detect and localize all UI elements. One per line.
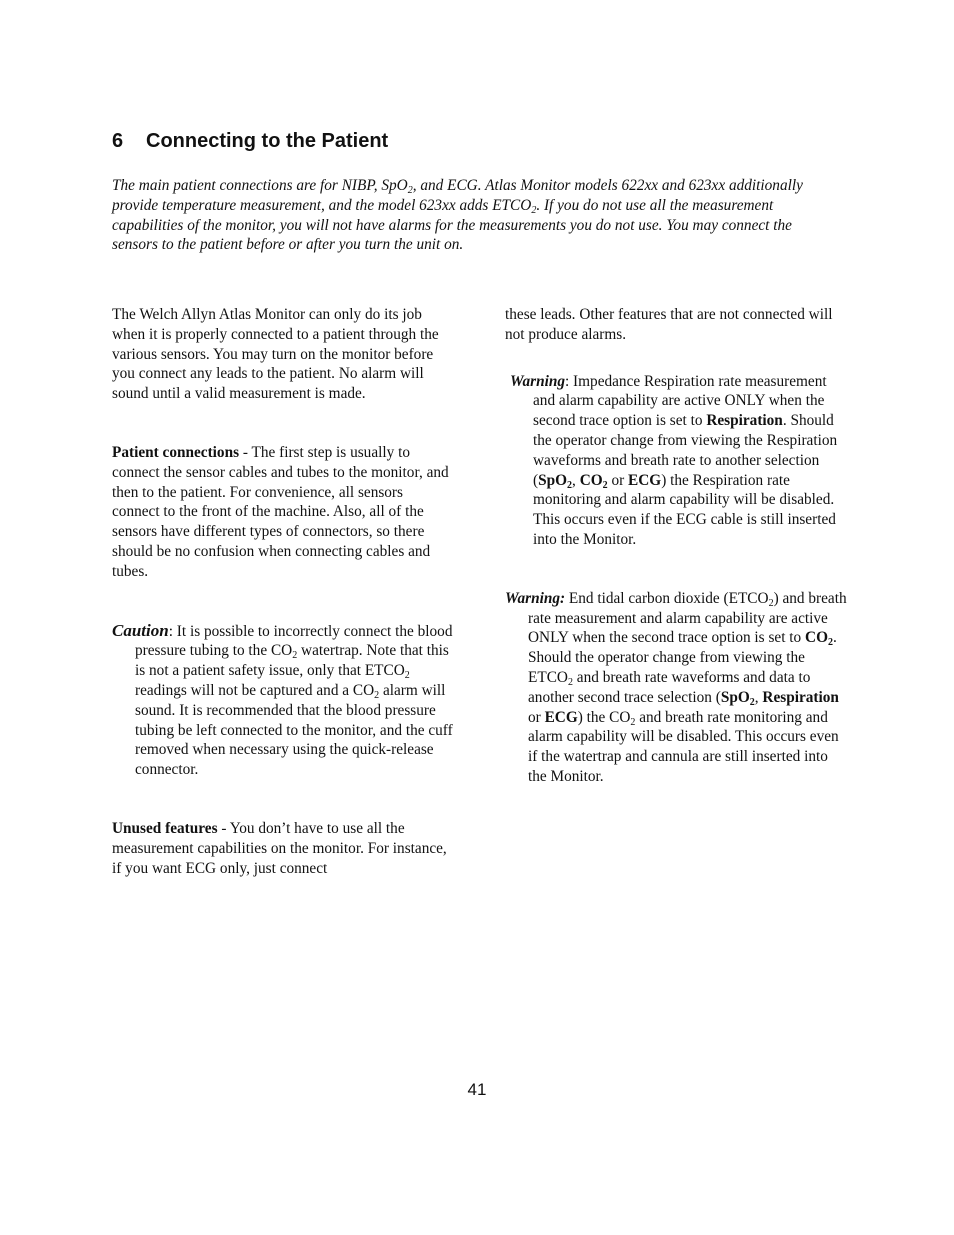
subscript: 2 <box>404 670 410 682</box>
warning-text: , <box>754 688 763 706</box>
subscript: 2 <box>567 479 573 491</box>
warning-text: or <box>528 708 545 726</box>
section-heading <box>112 130 388 153</box>
bold-term: Respiration <box>762 688 839 706</box>
patient-connections-paragraph <box>112 443 454 582</box>
warning-text: ) the CO <box>577 708 631 726</box>
warning-text: ) the Respiration rate monitoring and alarm capability will be disabled. This occurs even if the ECG cable is still inserted into the Monitor. <box>533 471 836 548</box>
warning-text: : Impedance Respiration rate measurement and alarm capability are active ONLY when the second trace option is set to <box>533 372 827 430</box>
section-number: 6 <box>112 130 124 152</box>
subscript: 2 <box>407 185 413 196</box>
subscript: 2 <box>630 716 636 728</box>
bold-term: Respiration <box>706 412 783 430</box>
caution-text: readings will not be captured and a CO <box>135 681 375 699</box>
right-column <box>505 305 847 787</box>
unused-features-text: - You don’t have to use all the measurement capabilities on the monitor. For instance, if you want ECG only, just connect <box>112 819 447 877</box>
bold-term: SpO <box>720 688 750 706</box>
bold-term: ECG <box>628 471 662 489</box>
bold-term: CO <box>579 471 603 489</box>
warning-text: and breath rate monitoring and alarm capability will be disabled. This occurs even if the watertrap and cannula are still inserted into the Monitor. <box>528 708 839 785</box>
subscript: 2 <box>292 650 298 662</box>
bold-term: CO <box>805 629 828 647</box>
subscript: 2 <box>567 676 573 688</box>
subscript: 2 <box>768 597 774 609</box>
warning-respiration-paragraph <box>510 372 847 550</box>
subscript: 2 <box>827 637 833 649</box>
caution-text: watertrap. Note that this is not a patient safety issue, only that ETCO <box>135 642 449 680</box>
patient-connections-text: - The first step is usually to connect the sensor cables and tubes to the monitor, and then to the patient. For convenience, all sensors connect to the front of the machine. Also, all of the sensors have different types of connectors, so there should be no confusion when connecting cables and tubes. <box>112 443 449 580</box>
intro-text: . If you do not use all the measurement capabilities of the monitor, you will not have alarms for the measurements you do not use. You may connect the sensors to the patient before or after you turn the unit on. <box>112 196 792 254</box>
warning-text: and breath rate waveforms and data to another second trace selection ( <box>528 668 811 706</box>
patient-connections-label: Patient connections <box>112 443 240 461</box>
caution-label: Caution <box>112 620 169 640</box>
warning-label: Warning <box>510 372 565 390</box>
intro-text: The main patient connections are for NIBP, SpO <box>112 177 408 194</box>
subscript: 2 <box>749 696 755 708</box>
left-column <box>112 305 454 878</box>
warning-label: Warning: <box>505 589 566 607</box>
caution-paragraph <box>112 621 454 780</box>
unused-features-paragraph <box>112 819 454 878</box>
subscript: 2 <box>602 479 608 491</box>
subscript: 2 <box>531 204 537 216</box>
subscript: 2 <box>374 689 380 701</box>
unused-features-label: Unused features <box>112 819 218 837</box>
warning-text: . Should the operator change from viewing the ETCO <box>528 629 837 686</box>
bold-term: ECG <box>544 708 578 726</box>
warning-text: . Should the operator change from viewing the Respiration waveforms and breath rate to another selection ( <box>533 412 838 489</box>
warning-text: ) and breath rate measurement and alarm capability are active ONLY when the second trace option is set to <box>528 589 847 647</box>
warning-text: End tidal carbon dioxide (ETCO <box>565 589 769 607</box>
intro-text: , and ECG. Atlas Monitor models 622xx and 623xx additionally provide temperature measurement, and the model 623xx adds ETCO <box>112 177 803 214</box>
caution-text: alarm will sound. It is recommended that the blood pressure tubing be left connected to the monitor, and the cuff removed when necessary using the quick-release connector. <box>135 681 453 779</box>
bold-term: SpO <box>538 471 568 489</box>
warning-text: or <box>607 471 629 489</box>
section-title: Connecting to the Patient <box>146 130 389 152</box>
caution-text: : It is possible to incorrectly connect the blood pressure tubing to the CO <box>135 622 453 660</box>
intro-paragraph <box>112 176 837 255</box>
warning-text: , <box>572 471 580 489</box>
page-number: 41 <box>467 1080 487 1099</box>
warning-etco2-paragraph <box>505 589 847 787</box>
overview-paragraph: The Welch Allyn Atlas Monitor can only do its job when it is properly connected to a patient through the various sensors. You may turn on the monitor before you connect any leads to the patient. No alarm will sound until a valid measurement is made. <box>112 306 439 403</box>
continuation-paragraph: these leads. Other features that are not connected will not produce alarms. <box>505 306 833 343</box>
